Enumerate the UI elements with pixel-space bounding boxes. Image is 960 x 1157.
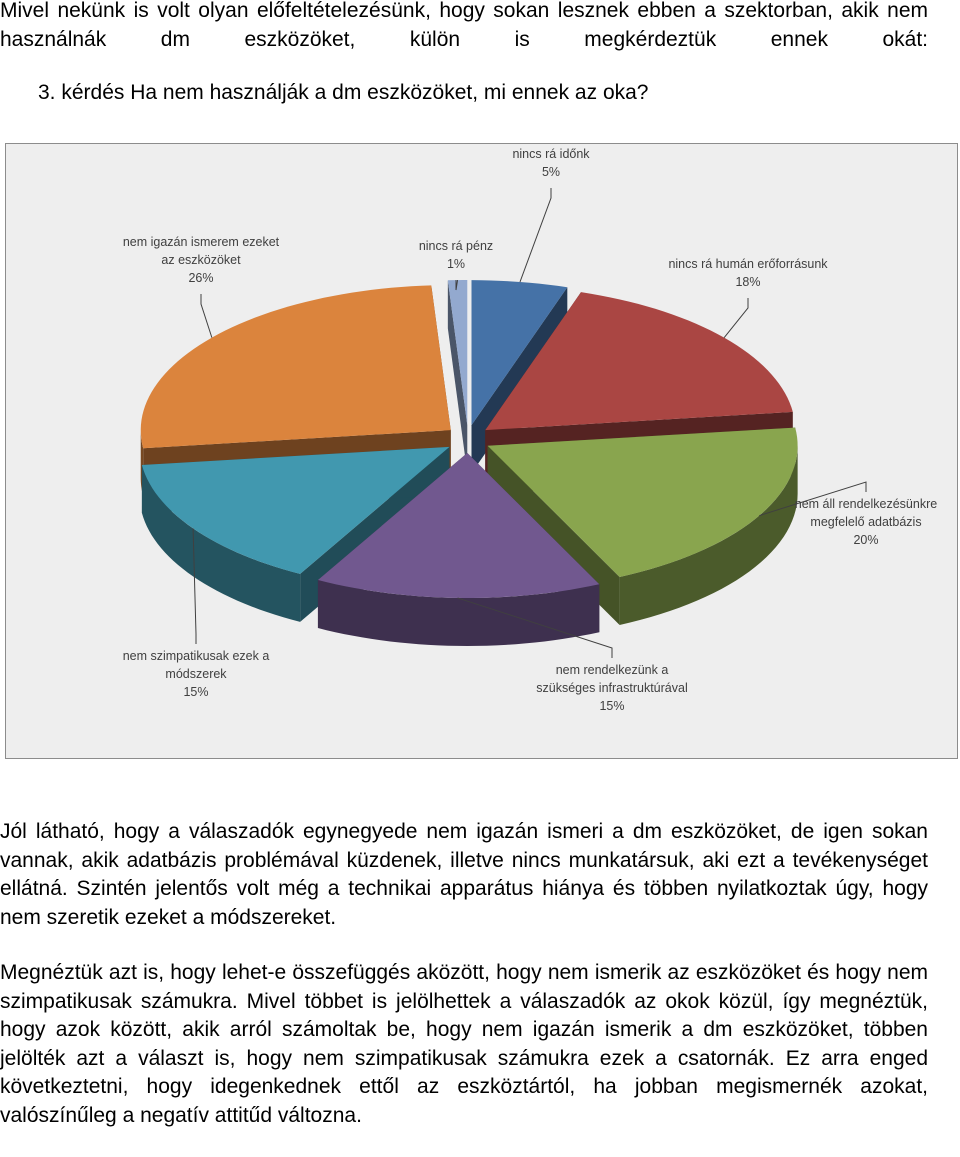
- label-line: nincs rá időnk: [512, 147, 590, 161]
- label-line: nem igazán ismerem ezeket: [122, 235, 280, 249]
- intro-paragraph: Mivel nekünk is volt olyan előfeltételezésünk, hogy sokan lesznek ebben a szektorban, akik nem használnák dm eszközöket, külön is megkérdeztük ennek okát:: [0, 0, 928, 51]
- label-line: nem szimpatikusak ezek a: [122, 649, 270, 663]
- label-database: [795, 497, 937, 547]
- label-line: 5%: [541, 165, 561, 179]
- label-line: megfelelő adatbázis: [810, 515, 922, 529]
- label-human-resource: [668, 257, 828, 289]
- label-line: nem áll rendelkezésünkre: [794, 497, 938, 511]
- label-infrastructure: [536, 663, 687, 713]
- question-title: 3. kérdés Ha nem használják a dm eszközöket, mi ennek az oka?: [38, 81, 649, 104]
- slice-money: [448, 280, 467, 425]
- label-line: 18%: [735, 275, 761, 289]
- leader-time: [520, 188, 551, 282]
- pie-chart-svg: [6, 144, 957, 758]
- label-line: 15%: [183, 685, 209, 699]
- pie-chart: [5, 143, 958, 759]
- label-money: [419, 239, 493, 271]
- label-line: 15%: [599, 699, 625, 713]
- label-methods: [123, 649, 270, 699]
- leader-human-resource: [724, 298, 748, 338]
- label-line: 1%: [446, 257, 466, 271]
- label-time: [512, 147, 590, 179]
- paragraph-1: Jól látható, hogy a válaszadók egynegyede nem igazán ismeri a dm eszközöket, de igen sokan vannak, akik adatbázis problémával küzdenek, illetve nincs munkatársuk, aki ezt a tevékenységet ellátná. Szintén jelentős volt még a technikai apparátus hiánya és többen nyilatkoztak úgy, hogy nem szeretik ezeket a módszereket.: [0, 820, 928, 929]
- label-knowledge: [123, 235, 280, 285]
- label-line: szükséges infrastruktúrával: [536, 681, 688, 695]
- paragraph-2: Megnéztük azt is, hogy lehet-e összefüggés aközött, hogy nem ismerik az eszközöket és hogy nem szimpatikusak számukra. Mivel többet is jelölhettek a válaszadók az okok közül, így megnéztük, hogy azok között, akik arról számoltak be, hogy nem igazán ismerik a dm eszközöket, többen jelölték azt a választ is, hogy nem szimpatikusak számukra ezek a csatornák. Ez arra enged következtetni, hogy idegenkednek ettől az eszköztártól, ha jobban megismernék azokat, valószínűleg a negatív attitűd változna.: [0, 961, 928, 1127]
- label-line: 26%: [188, 271, 214, 285]
- label-line: nem rendelkezünk a: [555, 663, 669, 677]
- label-line: módszerek: [165, 667, 227, 681]
- label-line: nincs rá pénz: [418, 239, 494, 253]
- label-line: 20%: [853, 533, 879, 547]
- label-line: nincs rá humán erőforrásunk: [668, 257, 828, 271]
- leader-knowledge: [201, 294, 212, 338]
- label-line: az eszközöket: [161, 253, 241, 267]
- slice-knowledge: [141, 285, 451, 448]
